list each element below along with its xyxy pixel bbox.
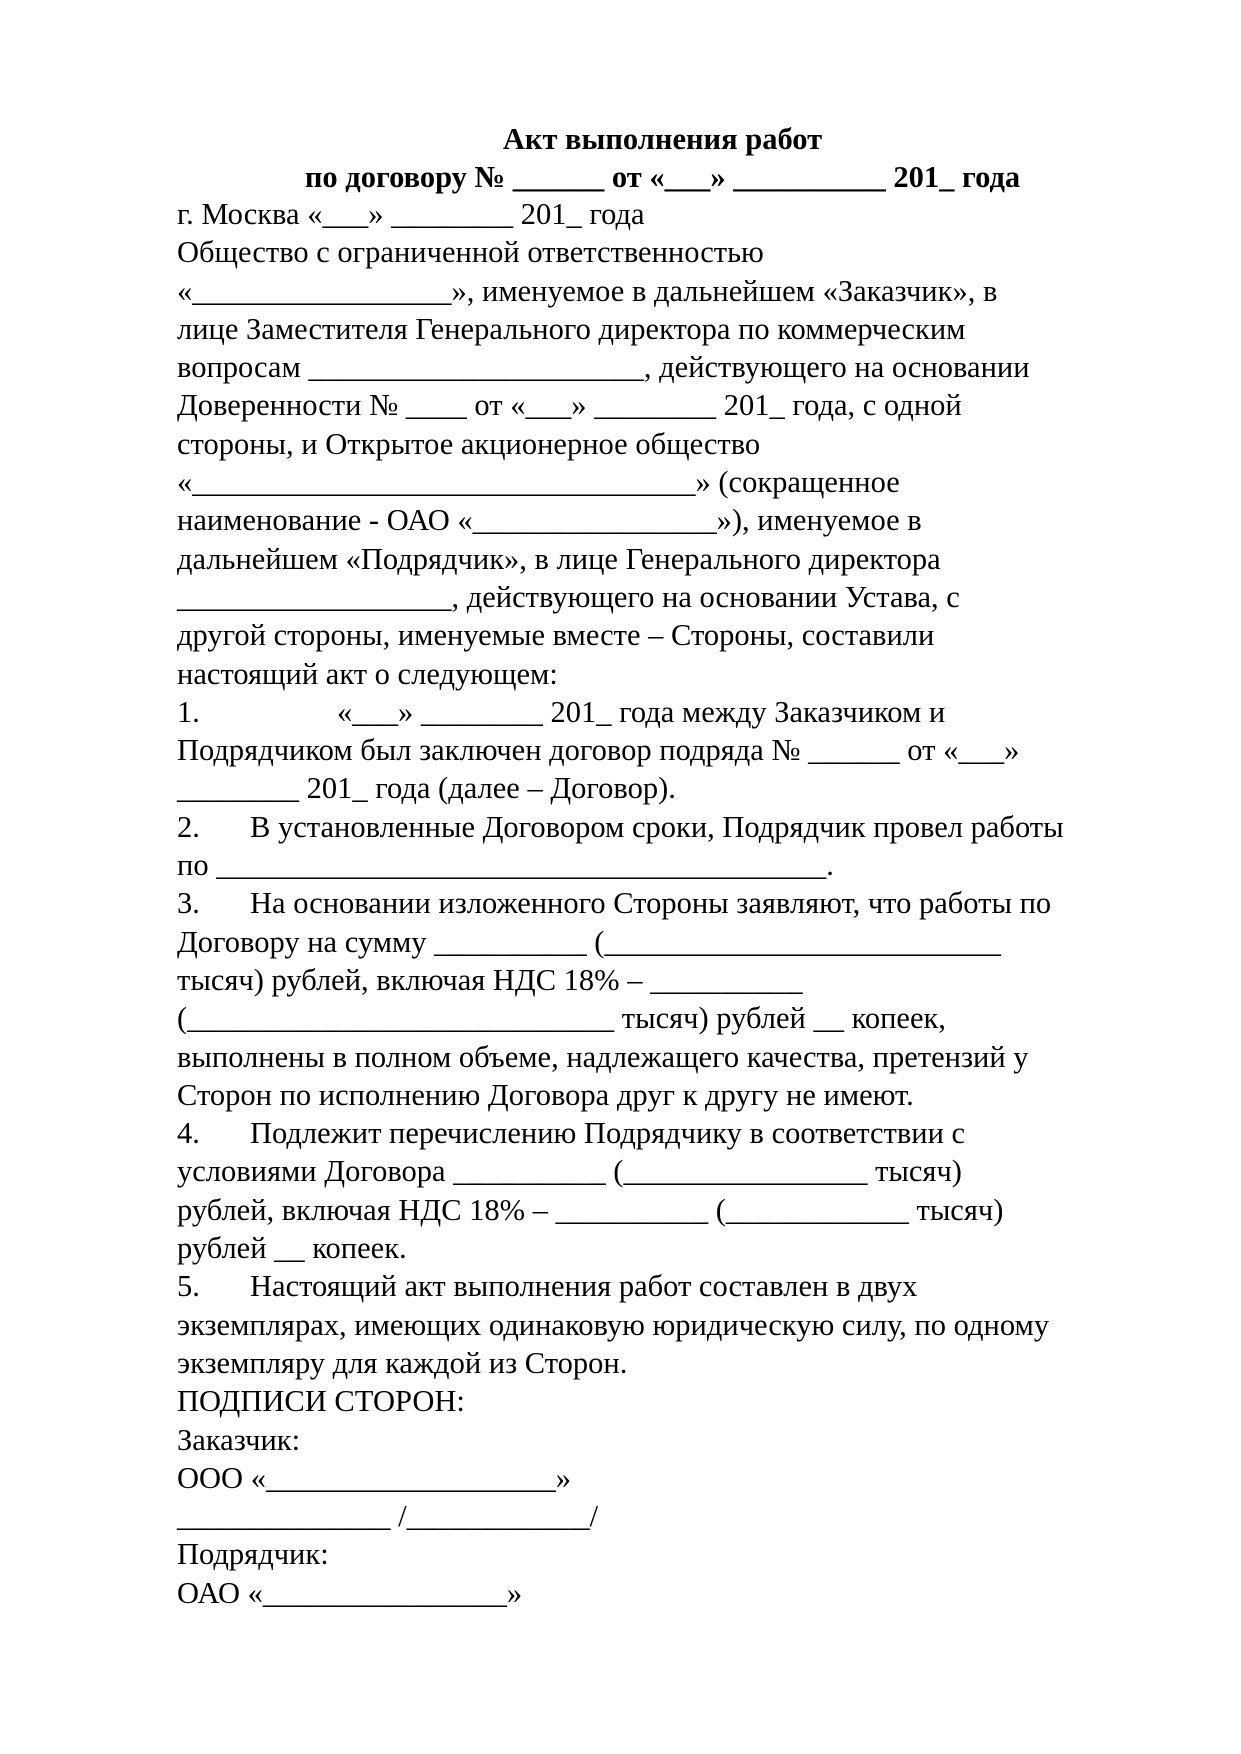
text-line: экземплярах, имеющих одинаковую юридическую силу, по одному [177, 1307, 1050, 1342]
document-title: Акт выполнения работ [502, 122, 823, 156]
list-item-3 [177, 884, 1167, 922]
item-number: 5. [177, 1269, 200, 1304]
text-line: Общество с ограниченной ответственностью [177, 235, 764, 270]
text-line: по ________________________________________. [177, 848, 834, 883]
text-line: Подрядчиком был заключен договор подряда № ______ от «___» [177, 733, 1020, 768]
item-text: Настоящий акт выполнения работ составлен в двух [250, 1269, 918, 1304]
text-line: Доверенности № ____ от «___» ________ 201_ года, с одной [177, 388, 962, 423]
text-line: экземпляру для каждой из Сторон. [177, 1345, 628, 1380]
text-line: настоящий акт о следующем: [177, 656, 558, 691]
customer-org: ООО «___________________» [177, 1460, 571, 1495]
text-line: г. Москва «___» ________ 201_ года [177, 197, 645, 231]
list-item-5 [177, 1267, 1167, 1305]
item-text: Подлежит перечислению Подрядчику в соответствии с [250, 1116, 966, 1151]
text-line: «_________________________________» (сокращенное [177, 465, 900, 500]
text-line: стороны, и Открытое акционерное общество [177, 426, 761, 461]
item-number: 2. [177, 809, 200, 844]
text-line: условиями Договора __________ (________________ тысяч) [177, 1154, 962, 1189]
text-line: рублей __ копеек. [177, 1231, 407, 1266]
text-line: лице Заместителя Генерального директора по коммерческим [177, 311, 966, 346]
text-line: рублей, включая НДС 18% – __________ (____________ тысяч) [177, 1192, 1004, 1227]
item-text: На основании изложенного Стороны заявляют, что работы по [250, 886, 1052, 921]
text-line: дальнейшем «Подрядчик», в лице Генерального директора [177, 541, 941, 576]
item-text: В установленные Договором сроки, Подрядчик провел работы [250, 809, 1064, 844]
text-line: тысяч) рублей, включая НДС 18% – __________ [177, 962, 803, 997]
customer-label: Заказчик: [177, 1422, 301, 1457]
document-body [177, 195, 1167, 1612]
text-line: (____________________________ тысяч) рублей __ копеек, [177, 1001, 946, 1036]
text-line: Договору на сумму __________ (__________________________ [177, 924, 1001, 959]
customer-signature-line: ______________ /____________/ [177, 1499, 599, 1534]
text-line: ________ 201_ года (далее – Договор). [177, 771, 676, 806]
item-text: «___» ________ 201_ года между Заказчиком и [337, 694, 946, 729]
document-subtitle: по договору № ______ от «___» __________ 201_ года [304, 160, 1021, 194]
text-line: выполнены в полном объеме, надлежащего качества, претензий у [177, 1039, 1029, 1074]
item-number: 1. [177, 694, 200, 729]
text-line: наименование - ОАО «________________»), именуемое в [177, 503, 922, 538]
signatures-heading: ПОДПИСИ СТОРОН: [177, 1384, 465, 1419]
text-line: вопросам ______________________, действующего на основании [177, 350, 1030, 385]
text-line: «_________________», именуемое в дальнейшем «Заказчик», в [177, 273, 998, 308]
contractor-org: ОАО «________________» [177, 1575, 523, 1610]
list-item-1 [177, 693, 1167, 731]
list-item-2 [177, 808, 1167, 846]
text-line: __________________, действующего на основании Устава, с [177, 579, 960, 614]
list-item-4 [177, 1114, 1167, 1152]
text-line: другой стороны, именуемые вместе – Стороны, составили [177, 618, 935, 653]
text-line: Сторон по исполнению Договора друг к другу не имеют. [177, 1077, 914, 1112]
item-number: 3. [177, 886, 200, 921]
contractor-label: Подрядчик: [177, 1537, 329, 1572]
item-number: 4. [177, 1116, 200, 1151]
